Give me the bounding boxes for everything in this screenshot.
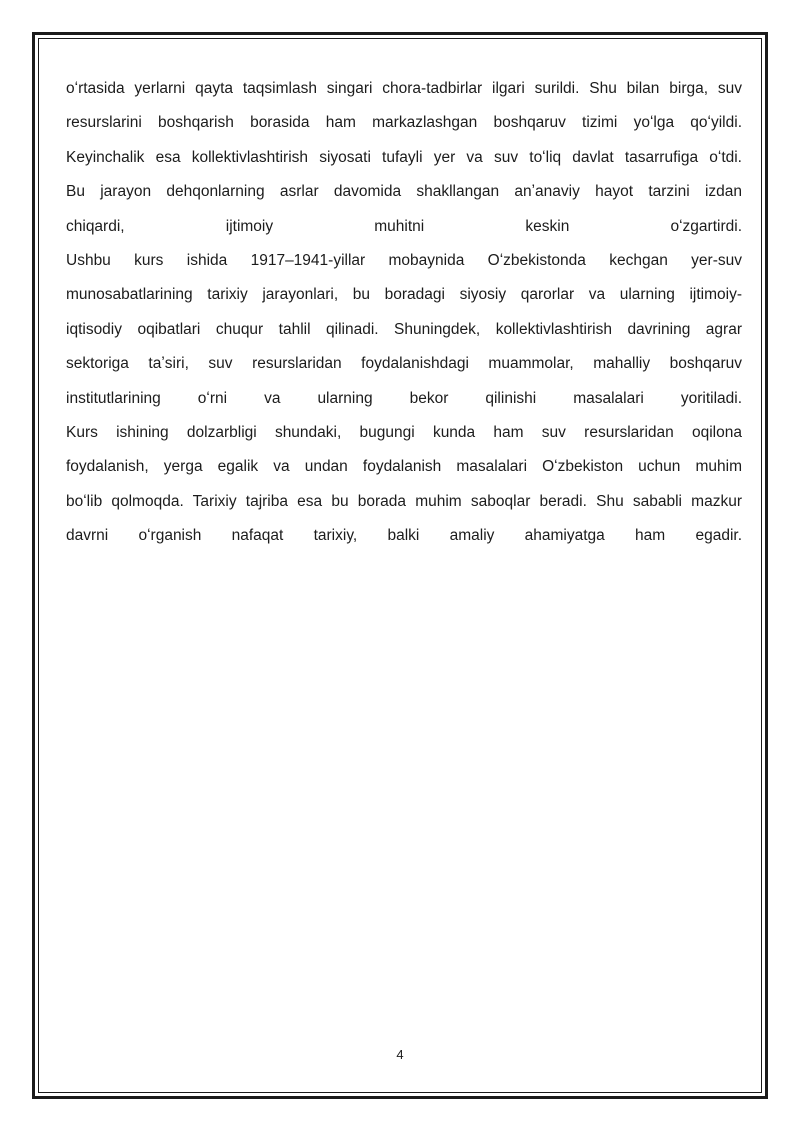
text-line: institutlarining oʻrni va ularning bekor qilinishi masalalari yoritiladi.	[66, 389, 742, 407]
body-text	[66, 72, 742, 553]
page-number: 4	[396, 1047, 404, 1062]
text-line: foydalanish, yerga egalik va undan foydalanish masalalari Oʻzbekiston uchun muhim	[66, 458, 742, 476]
text-line: sektoriga taʼsiri, suv resurslaridan foydalanishdagi muammolar, mahalliy boshqaruv	[66, 355, 742, 373]
text-line: Bu jarayon dehqonlarning asrlar davomida shakllangan anʼanaviy hayot tarzini izdan	[66, 183, 742, 201]
text-line: Keyinchalik esa kollektivlashtirish siyosati tufayli yer va suv toʻliq davlat tasarrufiga oʻtdi.	[66, 148, 742, 166]
text-line: boʻlib qolmoqda. Tarixiy tajriba esa bu borada muhim saboqlar beradi. Shu sababli mazkur	[66, 492, 742, 510]
text-line: davrni oʻrganish nafaqat tarixiy, balki amaliy ahamiyatga ham egadir.	[66, 527, 742, 545]
text-line: iqtisodiy oqibatlari chuqur tahlil qilinadi. Shuningdek, kollektivlashtirish davrining agrar	[66, 320, 742, 338]
text-line: Kurs ishining dolzarbligi shundaki, bugungi kunda ham suv resurslaridan oqilona	[66, 423, 742, 441]
text-line: resurslarini boshqarish borasida ham markazlashgan boshqaruv tizimi yoʻlga qoʻyildi.	[66, 114, 742, 132]
text-line: oʻrtasida yerlarni qayta taqsimlash singari chora-tadbirlar ilgari surildi. Shu bilan birga, suv	[66, 80, 742, 97]
text-line: chiqardi, ijtimoiy muhitni keskin oʻzgartirdi.	[66, 217, 742, 235]
text-line: Ushbu kurs ishida 1917–1941-yillar mobaynida Oʻzbekistonda kechgan yer-suv	[66, 251, 742, 269]
text-line: munosabatlarining tarixiy jarayonlari, bu boradagi siyosiy qarorlar va ularning ijtimoiy-	[66, 286, 742, 304]
